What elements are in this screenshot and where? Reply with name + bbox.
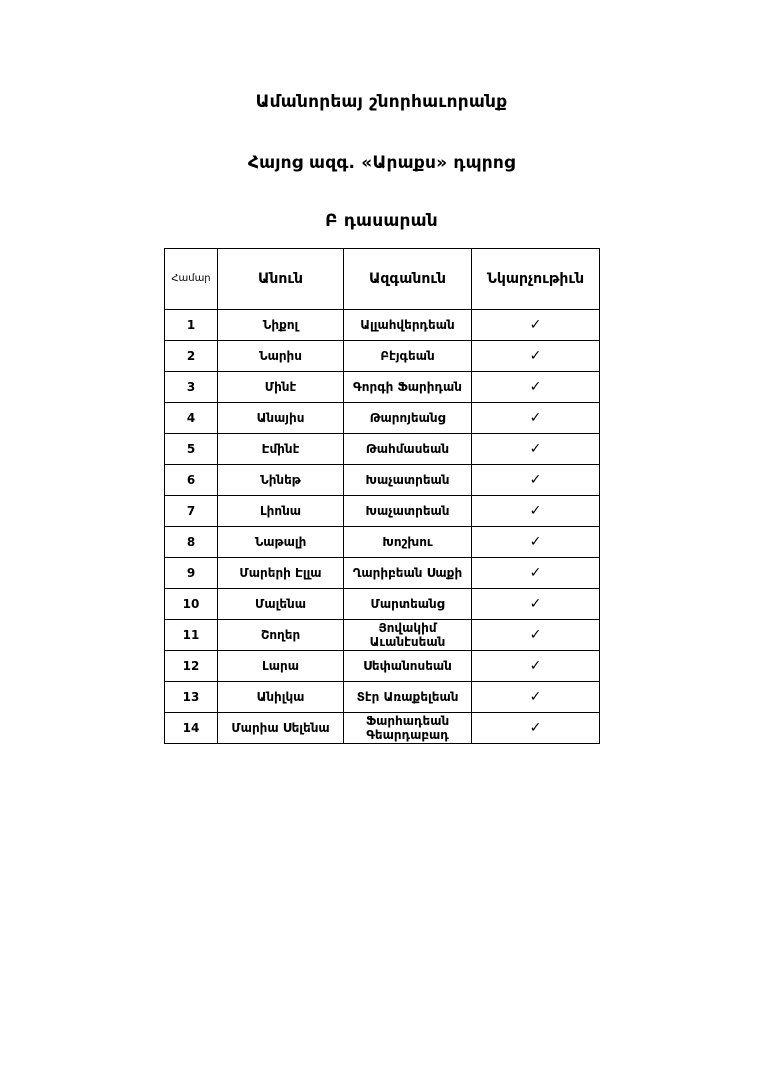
cell-number: 8: [165, 527, 218, 558]
cell-name: Մինէ: [218, 372, 344, 403]
cell-surname: Ալլահվերդեան: [344, 310, 472, 341]
check-icon: ✓: [472, 620, 600, 651]
header-drawing: Նկարչութիւն: [472, 249, 600, 310]
table-row: [165, 310, 600, 341]
cell-number: 10: [165, 589, 218, 620]
student-table: [164, 248, 600, 744]
cell-number: 3: [165, 372, 218, 403]
check-icon: ✓: [472, 496, 600, 527]
cell-name: Նարիս: [218, 341, 344, 372]
cell-name: Մարերի Էլլա: [218, 558, 344, 589]
table-row: [165, 527, 600, 558]
cell-name: Լիոնա: [218, 496, 344, 527]
table-row: [165, 341, 600, 372]
check-icon: ✓: [472, 341, 600, 372]
title-school: Հայոց ազգ. «Արաքս» դպրոց: [247, 153, 516, 173]
cell-name: Նինեթ: [218, 465, 344, 496]
cell-surname: Ֆարհադեան Գեարդաբադ: [344, 713, 472, 744]
cell-name: Մալենա: [218, 589, 344, 620]
table-row: [165, 403, 600, 434]
check-icon: ✓: [472, 465, 600, 496]
table-row: [165, 558, 600, 589]
cell-number: 7: [165, 496, 218, 527]
table-row: [165, 465, 600, 496]
title-class: Բ դասարան: [325, 211, 438, 231]
cell-surname: Բէյգեան: [344, 341, 472, 372]
check-icon: ✓: [472, 527, 600, 558]
cell-surname: Խաչատրեան: [344, 465, 472, 496]
check-icon: ✓: [472, 403, 600, 434]
table-row: [165, 713, 600, 744]
header-surname: Ազգանուն: [344, 249, 472, 310]
cell-name: Նիքոլ: [218, 310, 344, 341]
cell-name: Լարա: [218, 651, 344, 682]
cell-name: Անիլկա: [218, 682, 344, 713]
table-row: [165, 589, 600, 620]
cell-name: Էմինէ: [218, 434, 344, 465]
cell-number: 14: [165, 713, 218, 744]
table-row: [165, 682, 600, 713]
check-icon: ✓: [472, 589, 600, 620]
cell-surname: Թահմասեան: [344, 434, 472, 465]
cell-name: Մարիա Սելենա: [218, 713, 344, 744]
cell-surname: Յովակիմ Աւանէսեան: [344, 620, 472, 651]
header-number: Համար: [165, 249, 218, 310]
cell-surname: Գորգի Ֆարիդան: [344, 372, 472, 403]
cell-name: Շողեր: [218, 620, 344, 651]
check-icon: ✓: [472, 713, 600, 744]
cell-surname: Մարտեանց: [344, 589, 472, 620]
table-row: [165, 651, 600, 682]
title-greeting: Ամանորեայ շնորհաւորանք: [255, 92, 508, 112]
cell-name: Նաթալի: [218, 527, 344, 558]
check-icon: ✓: [472, 558, 600, 589]
cell-number: 4: [165, 403, 218, 434]
cell-surname: Խոշխու: [344, 527, 472, 558]
table-row: [165, 496, 600, 527]
check-icon: ✓: [472, 682, 600, 713]
cell-surname: Ղարիբեան Սաքի: [344, 558, 472, 589]
check-icon: ✓: [472, 434, 600, 465]
table-header-row: [165, 249, 600, 310]
cell-number: 1: [165, 310, 218, 341]
cell-number: 11: [165, 620, 218, 651]
cell-number: 6: [165, 465, 218, 496]
cell-surname: Խաչատրեան: [344, 496, 472, 527]
check-icon: ✓: [472, 651, 600, 682]
table-row: [165, 372, 600, 403]
cell-number: 9: [165, 558, 218, 589]
cell-surname: Սեփանոսեան: [344, 651, 472, 682]
check-icon: ✓: [472, 372, 600, 403]
table-row: [165, 620, 600, 651]
cell-number: 5: [165, 434, 218, 465]
cell-name: Անայիս: [218, 403, 344, 434]
cell-number: 13: [165, 682, 218, 713]
cell-number: 12: [165, 651, 218, 682]
header-name: Անուն: [218, 249, 344, 310]
cell-surname: Տէր Առաքելեան: [344, 682, 472, 713]
cell-number: 2: [165, 341, 218, 372]
cell-surname: Թարոյեանց: [344, 403, 472, 434]
table-row: [165, 434, 600, 465]
check-icon: ✓: [472, 310, 600, 341]
